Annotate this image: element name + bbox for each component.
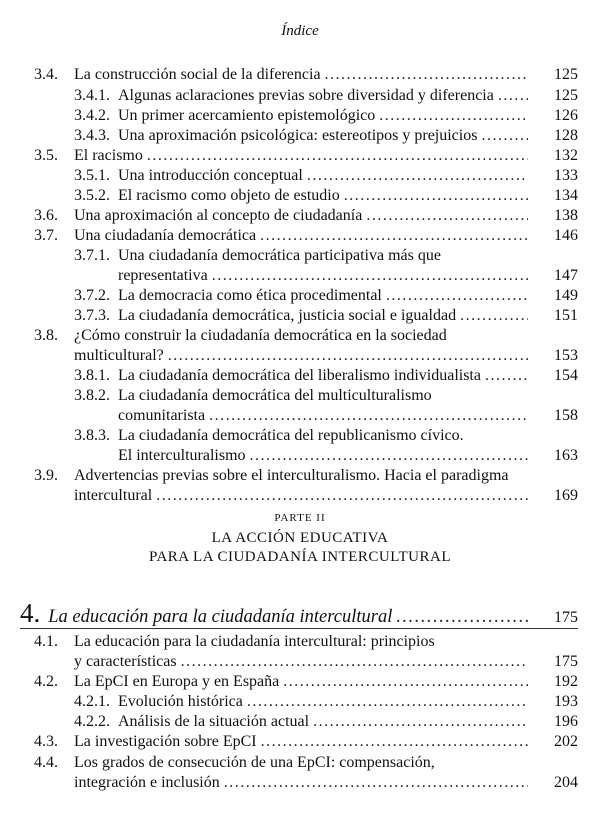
entry-page: 193 bbox=[554, 693, 578, 710]
dot-leader bbox=[209, 406, 528, 426]
part-title-line1: LA ACCIÓN EDUCATIVA bbox=[211, 530, 389, 546]
entry-page: 158 bbox=[554, 407, 578, 424]
entry-number: 4.4. bbox=[34, 754, 58, 771]
entry-title: comunitarista bbox=[118, 407, 206, 424]
toc-entry bbox=[34, 206, 578, 226]
dot-leader bbox=[156, 486, 528, 506]
dot-leader bbox=[307, 166, 528, 186]
dot-leader bbox=[147, 146, 528, 166]
entry-title: integración e inclusión bbox=[74, 774, 220, 791]
entry-title: La EpCI en Europa y en España bbox=[74, 673, 280, 690]
entry-number: 3.7.1. bbox=[74, 247, 110, 264]
dot-leader bbox=[247, 692, 528, 712]
entry-title: La ciudadanía democrática del liberalismo individualista bbox=[118, 367, 481, 384]
dot-leader bbox=[386, 286, 528, 306]
toc-entry-first-line bbox=[34, 753, 435, 773]
part-title-line2: PARA LA CIUDADANÍA INTERCULTURAL bbox=[149, 549, 451, 565]
entry-number: 4.2.2. bbox=[74, 713, 110, 730]
chapter-heading bbox=[20, 598, 578, 629]
entry-title: La investigación sobre EpCI bbox=[74, 733, 257, 750]
toc-entry bbox=[34, 226, 578, 246]
toc-entry bbox=[74, 712, 578, 732]
entry-number: 4.3. bbox=[34, 733, 58, 750]
entry-page: 133 bbox=[554, 167, 578, 184]
entry-page: 138 bbox=[554, 207, 578, 224]
toc-entry bbox=[74, 286, 578, 306]
entry-title: La democracia como ética procedimental bbox=[118, 287, 382, 304]
toc-entry-first-line bbox=[74, 246, 441, 266]
entry-page: 149 bbox=[554, 287, 578, 304]
entry-page: 126 bbox=[554, 107, 578, 124]
entry-page: 128 bbox=[554, 127, 578, 144]
toc-entry-first-line bbox=[74, 386, 432, 406]
entry-number: 3.8.3. bbox=[74, 427, 110, 444]
entry-title: y características bbox=[74, 653, 177, 670]
entry-title: El racismo como objeto de estudio bbox=[118, 187, 340, 204]
entry-number: 3.8.1. bbox=[74, 367, 110, 384]
dot-leader bbox=[379, 106, 528, 126]
entry-title: intercultural bbox=[74, 487, 153, 504]
entry-title: multicultural? bbox=[74, 347, 164, 364]
chapter-rule bbox=[20, 628, 578, 629]
entry-title: Una introducción conceptual bbox=[118, 167, 303, 184]
toc-entry bbox=[74, 166, 578, 186]
chapter-title: La educación para la ciudadanía intercultural bbox=[48, 607, 393, 627]
entry-page: 134 bbox=[554, 187, 578, 204]
toc-entry-first-line bbox=[34, 466, 509, 486]
entry-number: 3.9. bbox=[34, 467, 58, 484]
dot-leader bbox=[181, 652, 528, 672]
entry-number: 3.5.1. bbox=[74, 167, 110, 184]
entry-title: Una ciudadanía democrática bbox=[74, 227, 257, 244]
entry-number: 3.5.2. bbox=[74, 187, 110, 204]
entry-title: Una aproximación psicológica: estereotipos y prejuicios bbox=[118, 127, 478, 144]
entry-number: 3.6. bbox=[34, 207, 58, 224]
entry-number: 3.7.2. bbox=[74, 287, 110, 304]
dot-leader bbox=[212, 266, 528, 286]
entry-title: Un primer acercamiento epistemológico bbox=[118, 107, 376, 124]
entry-page: 202 bbox=[554, 733, 578, 750]
entry-title-line1: Los grados de consecución de una EpCI: compensación, bbox=[74, 754, 435, 771]
toc-entry bbox=[74, 306, 578, 326]
toc-entry bbox=[74, 186, 578, 206]
dot-leader bbox=[498, 86, 528, 106]
toc-entry bbox=[74, 366, 578, 386]
entry-title: La construcción social de la diferencia bbox=[74, 66, 321, 83]
dot-leader bbox=[168, 346, 528, 366]
toc-entry bbox=[74, 346, 578, 366]
dot-leader bbox=[224, 773, 528, 793]
dot-leader bbox=[325, 65, 528, 85]
toc-entry bbox=[74, 86, 578, 106]
toc-entry bbox=[74, 652, 578, 672]
dot-leader bbox=[396, 607, 528, 628]
entry-title: representativa bbox=[118, 267, 208, 284]
entry-number: 4.2. bbox=[34, 673, 58, 690]
dot-leader bbox=[260, 226, 528, 246]
entry-page: 204 bbox=[554, 774, 578, 791]
dot-leader bbox=[485, 366, 528, 386]
entry-title-line1: Una ciudadanía democrática participativa más que bbox=[118, 247, 441, 264]
entry-title: El interculturalismo bbox=[118, 447, 246, 464]
toc-entry bbox=[34, 732, 578, 752]
entry-title-line1: La ciudadanía democrática del multiculturalismo bbox=[118, 387, 432, 404]
toc-entry bbox=[74, 773, 578, 793]
entry-number: 3.7.3. bbox=[74, 307, 110, 324]
entry-page: 132 bbox=[554, 147, 578, 164]
dot-leader bbox=[344, 186, 528, 206]
toc-entry bbox=[118, 446, 578, 466]
entry-number: 3.4.1. bbox=[74, 87, 110, 104]
toc-entry-first-line bbox=[34, 326, 447, 346]
dot-leader bbox=[261, 732, 528, 752]
toc-entry bbox=[74, 106, 578, 126]
entry-number: 3.4.2. bbox=[74, 107, 110, 124]
entry-page: 146 bbox=[554, 227, 578, 244]
entry-page: 192 bbox=[554, 673, 578, 690]
entry-number: 3.8.2. bbox=[74, 387, 110, 404]
entry-number: 4.2.1. bbox=[74, 693, 110, 710]
entry-page: 151 bbox=[554, 307, 578, 324]
entry-title: Análisis de la situación actual bbox=[118, 713, 310, 730]
dot-leader bbox=[481, 126, 528, 146]
toc-entry bbox=[118, 266, 578, 286]
toc-entry-first-line bbox=[74, 426, 464, 446]
toc-entry-first-line bbox=[34, 632, 435, 652]
entry-page: 153 bbox=[554, 347, 578, 364]
entry-number: 3.4.3. bbox=[74, 127, 110, 144]
chapter-number: 4. bbox=[20, 598, 41, 628]
entry-number: 3.4. bbox=[34, 66, 58, 83]
dot-leader bbox=[313, 712, 528, 732]
entry-title-line1: ¿Cómo construir la ciudadanía democrática en la sociedad bbox=[74, 327, 447, 344]
dot-leader bbox=[366, 206, 528, 226]
toc-entry bbox=[118, 406, 578, 426]
entry-title: El racismo bbox=[74, 147, 143, 164]
entry-title: Evolución histórica bbox=[118, 693, 243, 710]
toc-entry bbox=[34, 65, 578, 85]
running-header: Índice bbox=[281, 23, 319, 39]
entry-number: 3.5. bbox=[34, 147, 58, 164]
entry-number: 3.7. bbox=[34, 227, 58, 244]
entry-number: 3.8. bbox=[34, 327, 58, 344]
entry-title-line1: Advertencias previas sobre el interculturalismo. Hacia el paradigma bbox=[74, 467, 509, 484]
toc-entry bbox=[34, 146, 578, 166]
chapter-page: 175 bbox=[554, 609, 578, 626]
entry-page: 147 bbox=[554, 267, 578, 284]
toc-entry bbox=[74, 126, 578, 146]
entry-title-line1: La educación para la ciudadanía intercultural: principios bbox=[74, 633, 435, 650]
entry-title: La ciudadanía democrática, justicia social e igualdad bbox=[118, 307, 457, 324]
entry-page: 196 bbox=[554, 713, 578, 730]
entry-page: 163 bbox=[554, 447, 578, 464]
entry-number: 4.1. bbox=[34, 633, 58, 650]
entry-title: Algunas aclaraciones previas sobre diversidad y diferencia bbox=[118, 87, 494, 104]
dot-leader bbox=[460, 306, 528, 326]
entry-page: 169 bbox=[554, 487, 578, 504]
entry-title-line1: La ciudadanía democrática del republicanismo cívico. bbox=[118, 427, 464, 444]
toc-entry bbox=[74, 692, 578, 712]
toc-entry bbox=[74, 486, 578, 506]
entry-page: 125 bbox=[554, 87, 578, 104]
entry-page: 125 bbox=[554, 66, 578, 83]
toc-entry bbox=[34, 672, 578, 692]
part-label: PARTE II bbox=[274, 512, 326, 524]
dot-leader bbox=[250, 446, 528, 466]
dot-leader bbox=[283, 672, 528, 692]
entry-page: 154 bbox=[554, 367, 578, 384]
entry-page: 175 bbox=[554, 653, 578, 670]
entry-title: Una aproximación al concepto de ciudadanía bbox=[74, 207, 363, 224]
